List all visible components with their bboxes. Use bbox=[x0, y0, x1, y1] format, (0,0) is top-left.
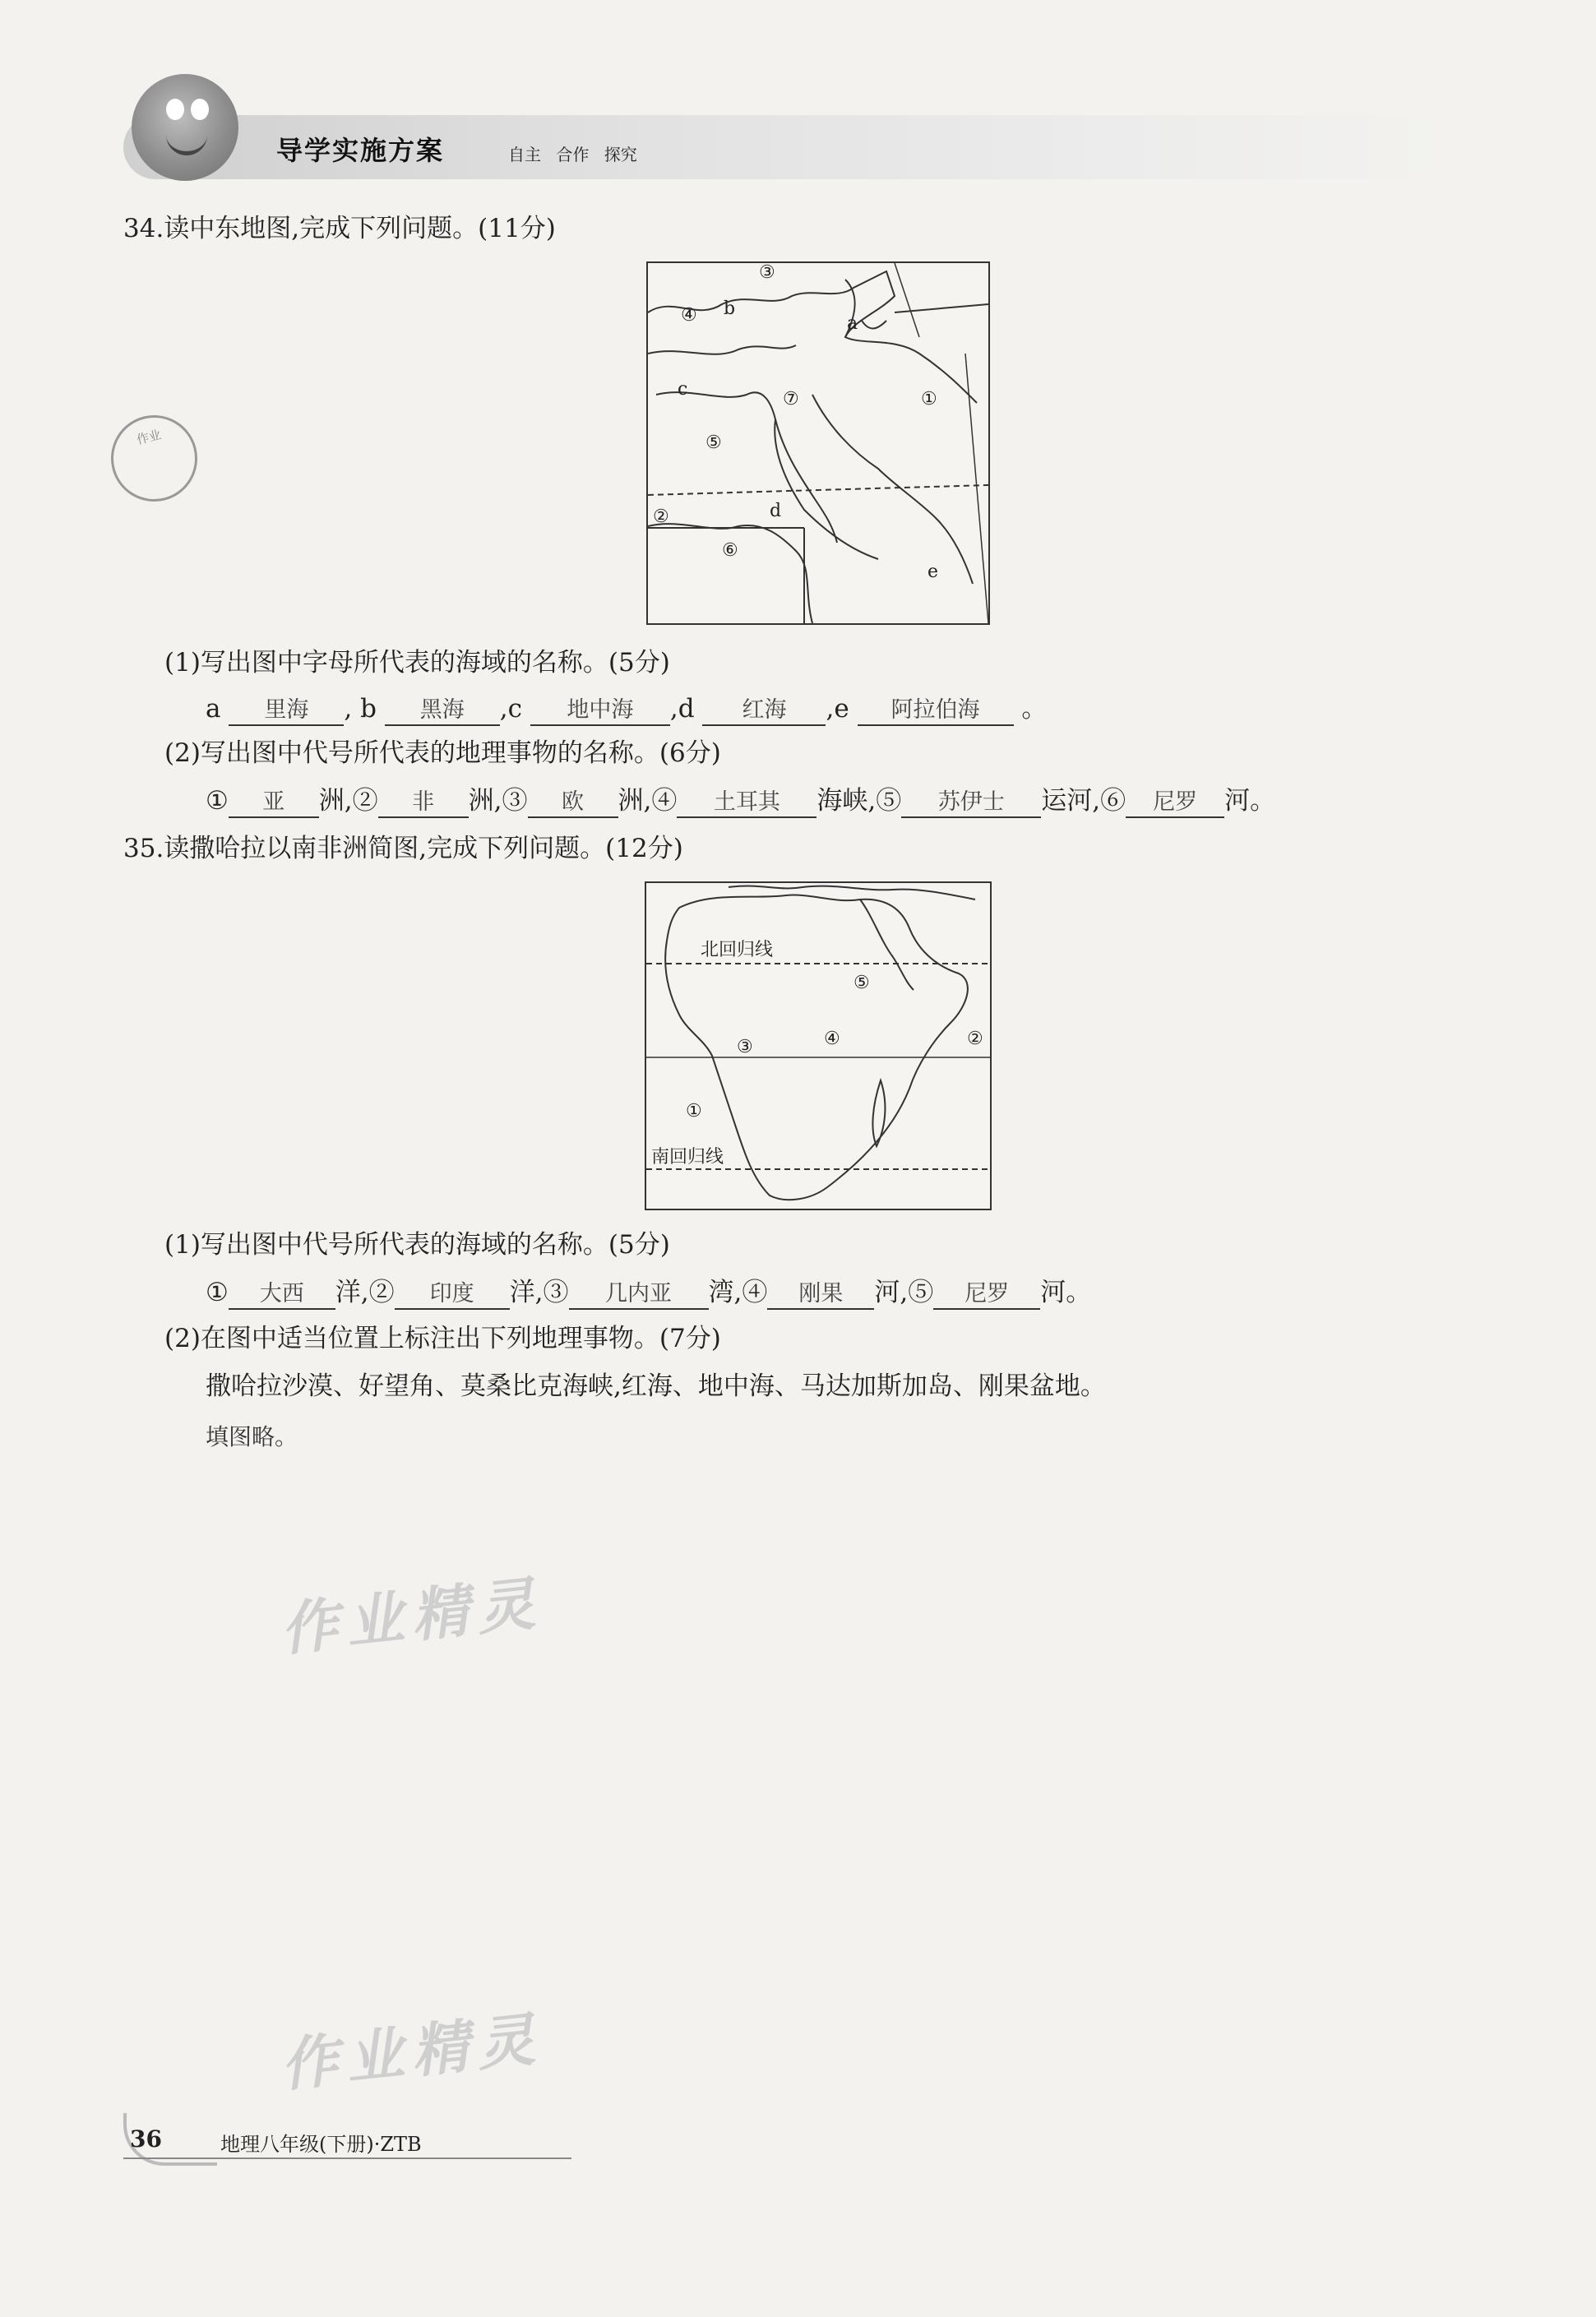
q34-part1-answers: a 里海 , b 黑海 ,c 地中海 ,d 红海 ,e 阿拉伯海 。 bbox=[206, 692, 1047, 726]
me-label-d: d bbox=[770, 501, 782, 521]
answer-blank: 刚果 bbox=[767, 1280, 874, 1310]
q34-part2-answers: ① 亚 洲,② 非 洲,③ 欧 洲,④ 土耳其 海峡,⑤ 苏伊士 运河,⑥ 尼罗 河。 bbox=[206, 784, 1275, 818]
answer-blank: 土耳其 bbox=[677, 789, 817, 818]
me-label-5: ⑤ bbox=[705, 432, 722, 453]
answer-blank: 地中海 bbox=[530, 696, 670, 726]
africa-map bbox=[645, 881, 992, 1210]
q34-part2-prompt: (2)写出图中代号所代表的地理事物的名称。(6分) bbox=[164, 738, 721, 768]
answer-blank: 黑海 bbox=[385, 696, 500, 726]
q35-prompt: 35.读撒哈拉以南非洲简图,完成下列问题。(12分) bbox=[123, 834, 683, 863]
watermark-2: 作业精灵 bbox=[277, 2004, 546, 2100]
answer-blank: 欧 bbox=[528, 789, 618, 818]
answer-blank: 尼罗 bbox=[1126, 789, 1224, 818]
answer-blank: 亚 bbox=[229, 789, 319, 818]
africa-map-drawing bbox=[646, 883, 990, 1209]
answer-blank: 阿拉伯海 bbox=[858, 696, 1014, 726]
q34-part1-prompt: (1)写出图中字母所代表的海域的名称。(5分) bbox=[164, 648, 670, 678]
af-label-2: ② bbox=[967, 1029, 983, 1049]
q35-part2-list: 撒哈拉沙漠、好望角、莫桑比克海峡,红海、地中海、马达加斯加岛、刚果盆地。 bbox=[206, 1371, 1106, 1401]
homework-stamp: 作业 bbox=[102, 406, 206, 511]
north-tropic-label: 北回归线 bbox=[701, 940, 774, 960]
footer-rule bbox=[123, 2157, 571, 2159]
me-label-e: e bbox=[928, 562, 939, 582]
answer-blank: 非 bbox=[378, 789, 469, 818]
me-label-3: ③ bbox=[759, 263, 775, 283]
answer-blank: 里海 bbox=[229, 696, 344, 726]
me-label-4: ④ bbox=[681, 305, 697, 326]
me-label-c: c bbox=[678, 379, 688, 400]
answer-blank: 尼罗 bbox=[933, 1280, 1040, 1310]
middle-east-map-drawing bbox=[648, 263, 988, 623]
middle-east-map bbox=[646, 261, 990, 625]
af-label-4: ④ bbox=[824, 1029, 840, 1049]
south-tropic-label: 南回归线 bbox=[651, 1147, 724, 1168]
answer-blank: 几内亚 bbox=[569, 1280, 709, 1310]
me-label-7: ⑦ bbox=[783, 389, 799, 409]
me-label-b: b bbox=[724, 298, 736, 319]
af-label-5: ⑤ bbox=[854, 973, 870, 993]
header-title: 导学实施方案 bbox=[276, 135, 445, 166]
q35-part2-prompt: (2)在图中适当位置上标注出下列地理事物。(7分) bbox=[164, 1324, 721, 1353]
mascot-logo bbox=[132, 74, 238, 181]
header-subtitle: 自主 合作 探究 bbox=[508, 145, 637, 164]
answer-blank: 印度 bbox=[395, 1280, 510, 1310]
af-label-3: ③ bbox=[737, 1037, 753, 1057]
me-label-1: ① bbox=[921, 389, 937, 409]
me-label-6: ⑥ bbox=[722, 540, 738, 561]
me-label-a: a bbox=[847, 313, 858, 334]
answer-blank: 红海 bbox=[702, 696, 826, 726]
answer-blank: 大西 bbox=[229, 1280, 335, 1310]
book-title: 地理八年级(下册)·ZTB bbox=[220, 2133, 422, 2156]
me-label-2: ② bbox=[653, 506, 669, 527]
af-label-1: ① bbox=[686, 1101, 702, 1122]
q35-part1-answers: ① 大西 洋,② 印度 洋,③ 几内亚 湾,④ 刚果 河,⑤ 尼罗 河。 bbox=[206, 1276, 1091, 1310]
q34-prompt: 34.读中东地图,完成下列问题。(11分) bbox=[123, 214, 556, 243]
q35-part1-prompt: (1)写出图中代号所代表的海域的名称。(5分) bbox=[164, 1230, 670, 1260]
answer-blank: 苏伊士 bbox=[901, 789, 1041, 818]
q35-part2-answer: 填图略。 bbox=[206, 1423, 298, 1450]
watermark-1: 作业精灵 bbox=[277, 1568, 546, 1664]
page-number: 36 bbox=[130, 2125, 162, 2153]
